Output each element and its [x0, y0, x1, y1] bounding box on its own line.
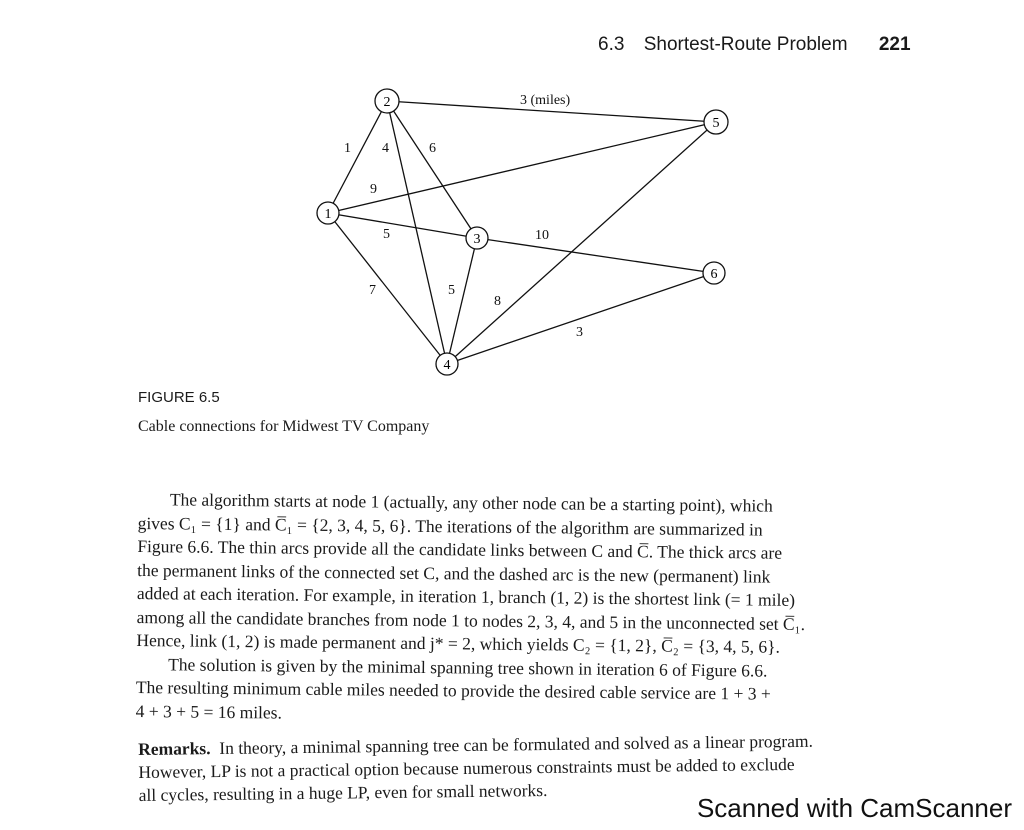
edge-label-2-5: 3 (miles): [520, 93, 571, 108]
section-number: 6.3: [598, 34, 625, 55]
edge-1-3: [328, 213, 477, 238]
remarks-line3: all cycles, resulting in a huge LP, even for small networks.: [138, 780, 548, 805]
svg-text:2: 2: [383, 95, 391, 110]
remarks-line1: In theory, a minimal spanning tree can be formulated and solved as a linear program.: [219, 730, 814, 759]
edge-2-4: [387, 101, 447, 364]
section-title: Shortest-Route Problem: [643, 34, 848, 55]
edge-1-5: [328, 122, 716, 213]
para2-line3: 4 + 3 + 5 = 16 miles.: [135, 700, 283, 723]
edge-label-2-4-upper: 4: [382, 141, 389, 156]
remarks-label: Remarks.: [138, 738, 211, 759]
para1-line4: the permanent links of the connected set C, and the dashed arc is the new (permanent) link: [137, 559, 771, 587]
para1-line1: The algorithm starts at node 1 (actually, any other node can be a starting point), which: [169, 489, 773, 516]
para2-line2: The resulting minimum cable miles needed to provide the desired cable service are 1 + 3 +: [135, 676, 771, 704]
svg-text:1: 1: [324, 207, 332, 222]
svg-text:6: 6: [710, 267, 718, 282]
para1-line6: among all the candidate branches from node 1 to nodes 2, 3, 4, and 5 in the unconnected set C̅₁.: [136, 606, 806, 634]
edge-4-6: [447, 273, 714, 364]
edge-label-3-4: 5: [448, 283, 455, 298]
edge-label-1-2: 1: [344, 141, 351, 156]
edge-label-1-3: 5: [383, 227, 390, 242]
svg-text:3: 3: [473, 232, 481, 247]
edge-label-1-5: 9: [370, 182, 377, 197]
figure-caption: Cable connections for Midwest TV Company: [138, 418, 430, 435]
network-figure: [0, 0, 1024, 400]
para1-line2: gives C₁ = {1} and C̅₁ = {2, 3, 4, 5, 6}. The iterations of the algorithm are summarized in: [137, 512, 763, 540]
node-1: [317, 202, 339, 224]
para2-line1: The solution is given by the minimal spanning tree shown in iteration 6 of Figure 6.6.: [168, 653, 768, 681]
edge-label-4-5: 8: [494, 294, 501, 309]
edge-label-2-3: 6: [429, 141, 436, 156]
node-2: [375, 89, 399, 113]
scanner-watermark: Scanned with CamScanner: [696, 793, 1012, 823]
edge-1-2: [328, 101, 387, 213]
remarks-line2: However, LP is not a practical option because numerous constraints must be added to exclude: [138, 753, 795, 782]
edge-2-3: [387, 101, 477, 238]
svg-text:4: 4: [443, 358, 451, 373]
node-4: [436, 353, 458, 375]
node-5: [704, 110, 728, 134]
edge-label-3-6: 10: [535, 228, 549, 243]
edge-3-6: [477, 238, 714, 273]
edge-label-4-6: 3: [576, 325, 583, 340]
edge-label-1-4: 7: [369, 283, 376, 298]
edge-3-4: [447, 238, 477, 364]
figure-nodes: [317, 89, 728, 375]
body-paragraphs: [136, 488, 916, 731]
node-6: [703, 262, 725, 284]
para1-line5: added at each iteration. For example, in iteration 1, branch (1, 2) is the shortest link (= 1 mile): [136, 582, 796, 610]
node-3: [466, 227, 488, 249]
figure-label: FIGURE 6.5: [138, 389, 220, 406]
para1-line7: Hence, link (1, 2) is made permanent and j* = 2, which yields C₂ = {1, 2}, C̅₂ = {3, 4, 5, 6}.: [136, 629, 781, 657]
para1-line3: Figure 6.6. The thin arcs provide all the candidate links between C and C̅. The thick arcs are: [137, 535, 783, 563]
svg-text:5: 5: [712, 116, 720, 131]
page-number: 221: [878, 34, 911, 55]
